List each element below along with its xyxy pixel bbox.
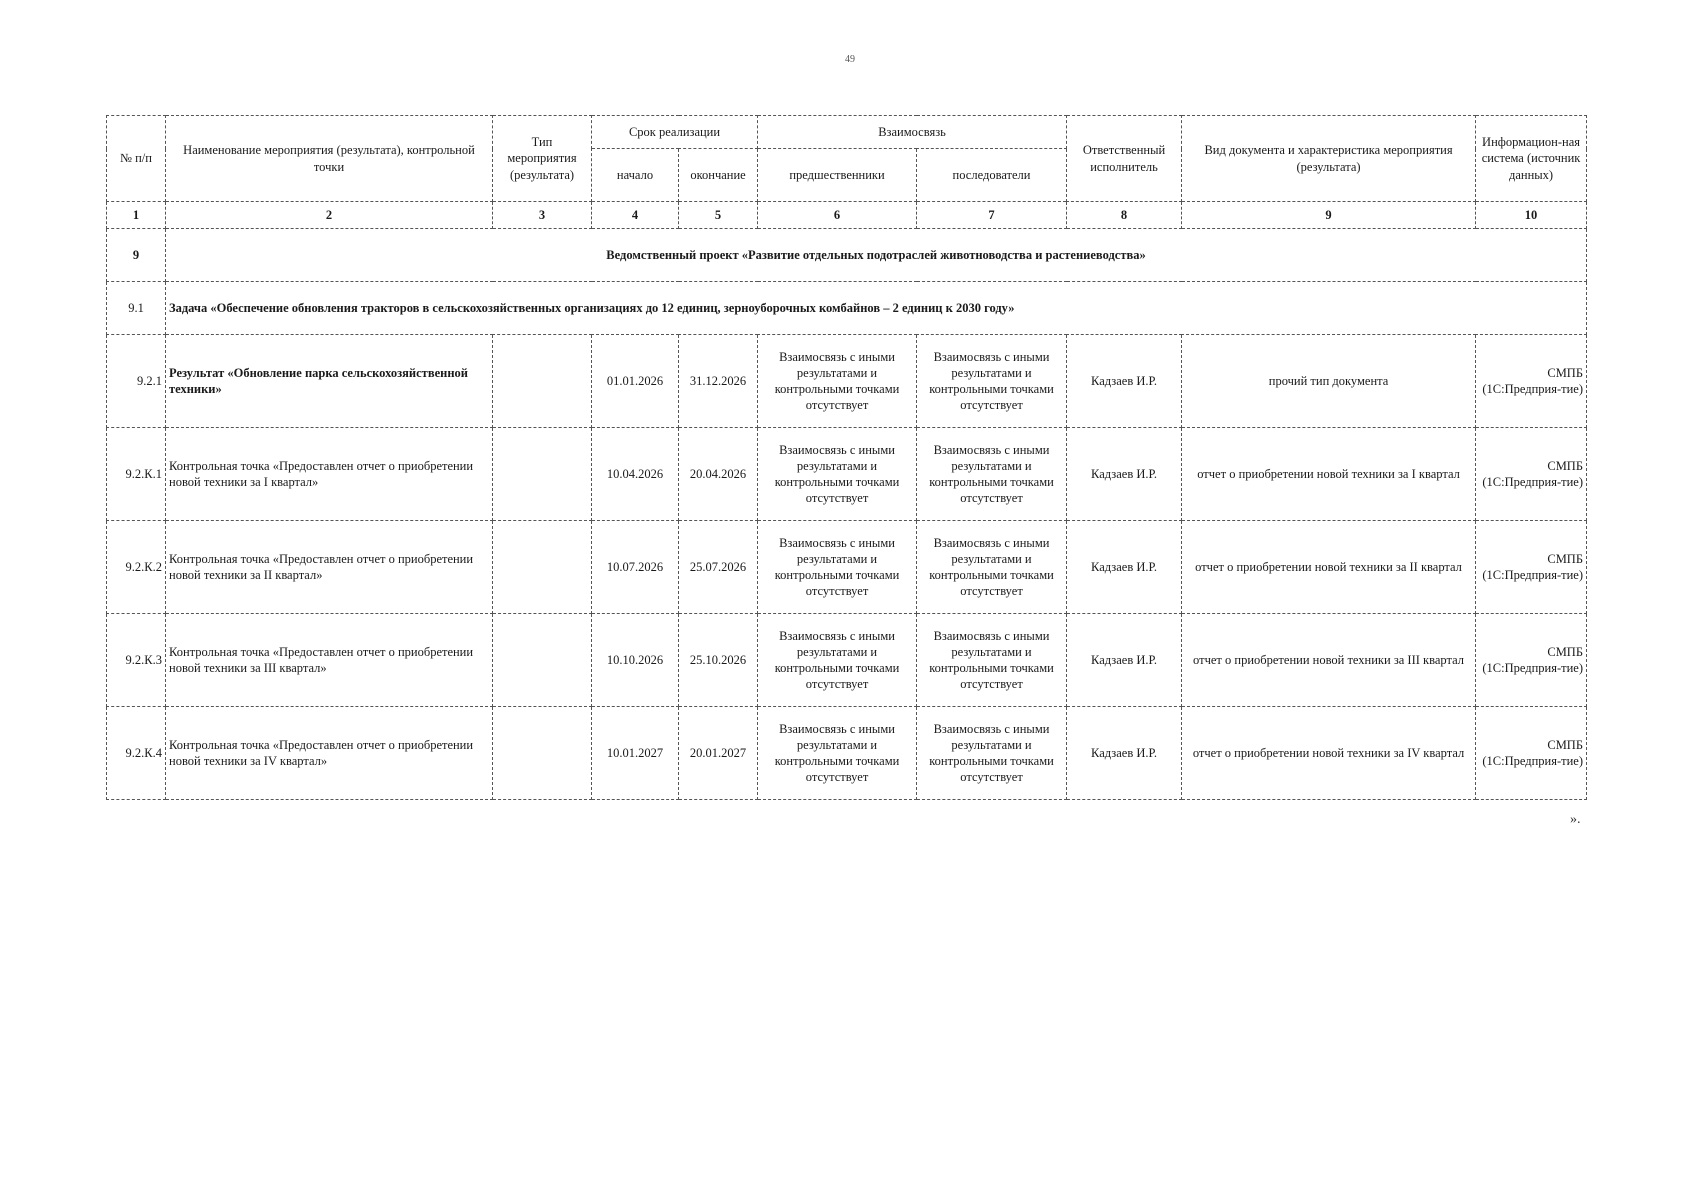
row-successors: Взаимосвязь с иными результатами и контрольными точками отсутствует — [917, 521, 1067, 614]
task-row — [107, 282, 1587, 335]
row-responsible: Кадзаев И.Р. — [1067, 428, 1182, 521]
row-responsible: Кадзаев И.Р. — [1067, 614, 1182, 707]
column-number: 4 — [592, 202, 679, 229]
row-system: СМПБ (1С:Предприя-тие) — [1476, 428, 1587, 521]
row-type — [493, 614, 592, 707]
row-system: СМПБ (1С:Предприя-тие) — [1476, 521, 1587, 614]
row-responsible: Кадзаев И.Р. — [1067, 335, 1182, 428]
task-title: Задача «Обеспечение обновления тракторов в сельскохозяйственных организациях до 12 единиц, зерноуборочных комбайнов – 2 единиц к 2030 году» — [166, 282, 1587, 335]
table-row — [107, 428, 1587, 521]
row-type — [493, 428, 592, 521]
row-type — [493, 335, 592, 428]
header-start: начало — [592, 149, 679, 202]
row-number: 9.2.1 — [107, 335, 166, 428]
closing-quote-mark: ». — [1570, 812, 1581, 827]
row-document: прочий тип документа — [1182, 335, 1476, 428]
header-name: Наименование мероприятия (результата), контрольной точки — [166, 116, 493, 202]
row-predecessors: Взаимосвязь с иными результатами и контрольными точками отсутствует — [758, 428, 917, 521]
row-name: Контрольная точка «Предоставлен отчет о приобретении новой техники за II квартал» — [166, 521, 493, 614]
header-no: № п/п — [107, 116, 166, 202]
table-row — [107, 707, 1587, 800]
row-end-date: 25.10.2026 — [679, 614, 758, 707]
task-number: 9.1 — [107, 282, 166, 335]
row-successors: Взаимосвязь с иными результатами и контрольными точками отсутствует — [917, 707, 1067, 800]
row-name: Контрольная точка «Предоставлен отчет о приобретении новой техники за I квартал» — [166, 428, 493, 521]
header-predecessors: предшественники — [758, 149, 917, 202]
header-successors: последователи — [917, 149, 1067, 202]
row-successors: Взаимосвязь с иными результатами и контрольными точками отсутствует — [917, 428, 1067, 521]
column-number: 6 — [758, 202, 917, 229]
activities-table — [106, 115, 1587, 800]
row-successors: Взаимосвязь с иными результатами и контрольными точками отсутствует — [917, 335, 1067, 428]
row-number: 9.2.К.1 — [107, 428, 166, 521]
header-system: Информацион-ная система (источник данных) — [1476, 116, 1587, 202]
row-system: СМПБ (1С:Предприя-тие) — [1476, 614, 1587, 707]
column-number: 2 — [166, 202, 493, 229]
row-end-date: 25.07.2026 — [679, 521, 758, 614]
column-number: 9 — [1182, 202, 1476, 229]
table-row — [107, 335, 1587, 428]
row-responsible: Кадзаев И.Р. — [1067, 521, 1182, 614]
column-number: 1 — [107, 202, 166, 229]
header-row-1 — [107, 116, 1587, 149]
row-system: СМПБ (1С:Предприя-тие) — [1476, 707, 1587, 800]
row-number: 9.2.К.3 — [107, 614, 166, 707]
row-document: отчет о приобретении новой техники за I квартал — [1182, 428, 1476, 521]
header-link-group: Взаимосвязь — [758, 116, 1067, 149]
project-title: Ведомственный проект «Развитие отдельных подотраслей животноводства и растениеводства» — [166, 229, 1587, 282]
row-type — [493, 707, 592, 800]
page-number: 49 — [845, 54, 855, 65]
table-row — [107, 614, 1587, 707]
row-name: Контрольная точка «Предоставлен отчет о приобретении новой техники за IV квартал» — [166, 707, 493, 800]
header-type: Тип мероприятия (результата) — [493, 116, 592, 202]
header-term-group: Срок реализации — [592, 116, 758, 149]
column-number: 10 — [1476, 202, 1587, 229]
row-document: отчет о приобретении новой техники за III квартал — [1182, 614, 1476, 707]
column-number-row — [107, 202, 1587, 229]
row-system: СМПБ (1С:Предприя-тие) — [1476, 335, 1587, 428]
table-row — [107, 521, 1587, 614]
row-start-date: 01.01.2026 — [592, 335, 679, 428]
project-row — [107, 229, 1587, 282]
row-name: Контрольная точка «Предоставлен отчет о приобретении новой техники за III квартал» — [166, 614, 493, 707]
row-end-date: 31.12.2026 — [679, 335, 758, 428]
row-document: отчет о приобретении новой техники за II квартал — [1182, 521, 1476, 614]
column-number: 5 — [679, 202, 758, 229]
row-end-date: 20.04.2026 — [679, 428, 758, 521]
header-document: Вид документа и характеристика мероприятия (результата) — [1182, 116, 1476, 202]
row-name: Результат «Обновление парка сельскохозяйственной техники» — [166, 335, 493, 428]
column-number: 3 — [493, 202, 592, 229]
row-successors: Взаимосвязь с иными результатами и контрольными точками отсутствует — [917, 614, 1067, 707]
row-predecessors: Взаимосвязь с иными результатами и контрольными точками отсутствует — [758, 707, 917, 800]
header-responsible: Ответственный исполнитель — [1067, 116, 1182, 202]
row-start-date: 10.07.2026 — [592, 521, 679, 614]
row-predecessors: Взаимосвязь с иными результатами и контрольными точками отсутствует — [758, 521, 917, 614]
row-start-date: 10.01.2027 — [592, 707, 679, 800]
row-document: отчет о приобретении новой техники за IV квартал — [1182, 707, 1476, 800]
row-end-date: 20.01.2027 — [679, 707, 758, 800]
row-number: 9.2.К.2 — [107, 521, 166, 614]
row-predecessors: Взаимосвязь с иными результатами и контрольными точками отсутствует — [758, 614, 917, 707]
row-number: 9.2.К.4 — [107, 707, 166, 800]
row-start-date: 10.04.2026 — [592, 428, 679, 521]
column-number: 8 — [1067, 202, 1182, 229]
header-end: окончание — [679, 149, 758, 202]
project-number: 9 — [107, 229, 166, 282]
row-predecessors: Взаимосвязь с иными результатами и контрольными точками отсутствует — [758, 335, 917, 428]
row-responsible: Кадзаев И.Р. — [1067, 707, 1182, 800]
row-type — [493, 521, 592, 614]
row-start-date: 10.10.2026 — [592, 614, 679, 707]
column-number: 7 — [917, 202, 1067, 229]
